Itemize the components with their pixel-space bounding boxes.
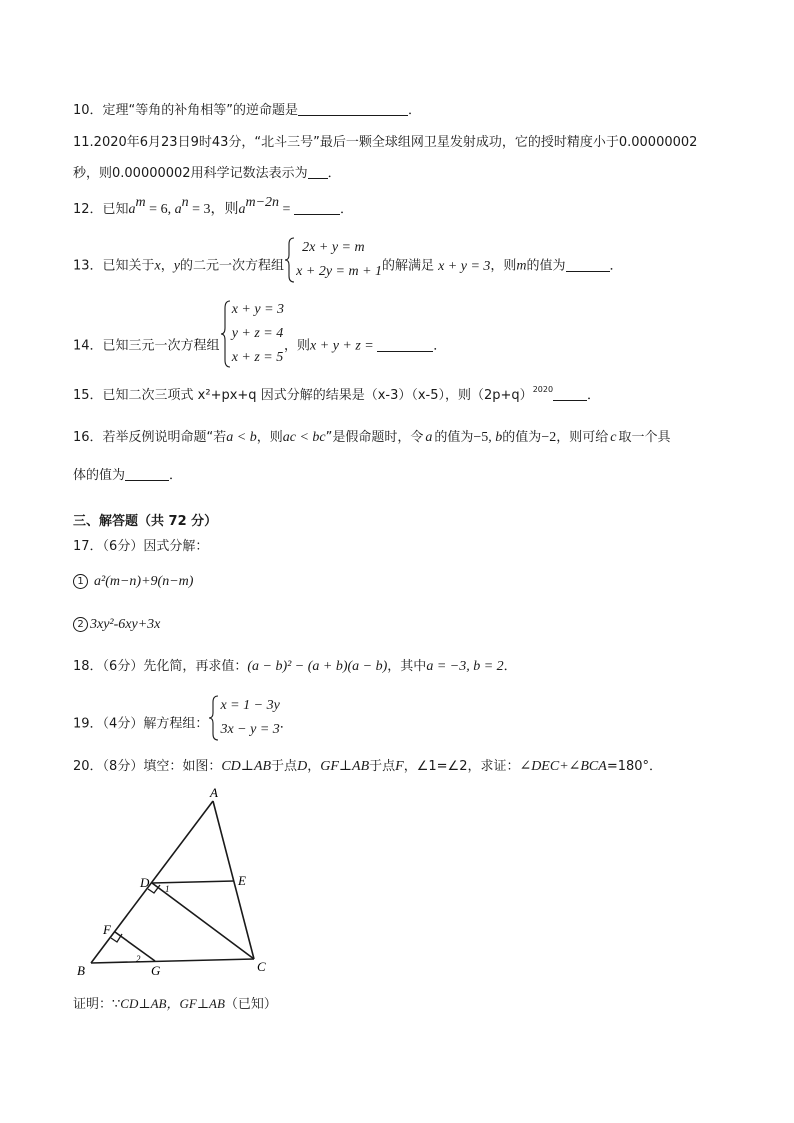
label-g: G — [151, 963, 161, 978]
label-c: C — [257, 959, 266, 974]
q11-text-line2: 秒，则0.00000002用科学记数法表示为 — [73, 166, 308, 181]
q16-t7: 取一个具 — [618, 430, 671, 445]
q14-expression: x + y + z = — [310, 338, 378, 354]
q19-brace-icon — [208, 694, 220, 742]
q12-exp-m: m — [135, 195, 146, 210]
q12-exp-m-2n: m−2n — [245, 195, 280, 210]
q14-eq2: y + z = 4 — [231, 326, 284, 341]
q15-answer-blank[interactable] — [553, 387, 587, 401]
q20-t6: =180°． — [606, 759, 663, 774]
q17-part1 — [73, 572, 193, 592]
q13-sep: ， — [160, 258, 174, 274]
q20-angle-sum: ∠DEC+∠BCA — [519, 759, 607, 774]
q13-equation-system — [284, 236, 382, 296]
q14-mid: ，则 — [284, 338, 311, 354]
q13-m: m — [516, 258, 527, 274]
q20-t2: 于点 — [271, 759, 298, 774]
q16-e1: a < b — [226, 430, 257, 445]
q15-end: ． — [587, 388, 601, 403]
q10-end: ． — [408, 103, 422, 118]
label-b: B — [77, 963, 85, 978]
q16-t1: 16．若举反例说明命题“若 — [73, 430, 227, 445]
q14-eq3: x + z = 5 — [231, 350, 284, 365]
q19-eq1: x = 1 − 3y — [220, 698, 280, 713]
q15-text: 15．已知二次三项式 x²+px+q 因式分解的结果是（x-3）（x-5），则（2p+q） — [73, 388, 533, 403]
q12-a: a — [128, 202, 136, 217]
q12-exp-n: n — [181, 195, 189, 210]
proof-expression: CD⊥AB，GF⊥AB — [120, 996, 225, 1011]
question-13 — [73, 236, 623, 296]
question-11-line2 — [73, 164, 341, 184]
q13-eq1: 2x + y = m — [302, 240, 365, 255]
q10-text: 10．定理“等角的补角相等”的逆命题是 — [73, 103, 299, 118]
q20-t5: ，∠1=∠2，求证： — [403, 759, 520, 774]
circle-1-icon: 1 — [73, 574, 88, 589]
q11-end: ． — [327, 166, 341, 181]
q14-eq1: x + y = 3 — [231, 302, 285, 317]
q13-tail2: 的值为 — [526, 258, 566, 274]
question-12: 12．已知$a^m = 6$, $a^n = 3$，则$a^{m-2n}$ = ． — [73, 195, 353, 217]
proof-suffix: （已知） — [224, 997, 277, 1012]
q18-text: 18．（6分）先化简，再求值： — [73, 659, 248, 674]
segment-de — [152, 881, 234, 883]
q10-answer-blank[interactable] — [298, 102, 408, 116]
q14-answer-blank[interactable] — [377, 338, 433, 352]
q18-expression: (a − b)² − (a + b)(a − b) — [247, 659, 388, 674]
section-3-heading: 三、解答题（共 72 分） — [73, 514, 218, 529]
q14-end: ． — [433, 338, 447, 354]
q19-eq2: 3x − y = 3 — [220, 722, 280, 737]
question-15 — [73, 386, 600, 406]
question-18 — [73, 657, 517, 677]
q13-y: y — [173, 258, 180, 274]
proof-line — [73, 994, 277, 1015]
circle-2-icon: 2 — [73, 617, 88, 632]
q12-end: ． — [339, 202, 353, 217]
q16-t2: ，则 — [256, 430, 283, 445]
triangle-figure — [60, 780, 290, 985]
label-d: D — [140, 875, 150, 890]
q13-condition: x + y = 3 — [438, 258, 491, 274]
q16-answer-blank[interactable] — [125, 467, 169, 481]
q16-v1: −5, — [473, 430, 496, 445]
question-17-title: 17．（6分）因式分解： — [73, 539, 209, 554]
q19-text: 19．（4分）解方程组： — [73, 716, 209, 732]
q16-t3: ”是假命题时，令 — [325, 430, 424, 445]
label-angle-1: 1 — [165, 884, 170, 894]
q19-equation-system — [208, 694, 279, 754]
q16-a: a — [425, 430, 433, 445]
question-16-line1 — [73, 428, 670, 448]
q20-gf-perp-ab: GF⊥AB — [320, 759, 370, 774]
question-20 — [73, 757, 662, 777]
q13-prefix: 13．已知关于 — [73, 258, 155, 274]
question-11-line1 — [73, 133, 697, 153]
q20-point-f: F — [395, 759, 404, 774]
label-angle-2: 2 — [136, 954, 141, 964]
q18-mid: ，其中 — [387, 659, 427, 674]
q11-text-line1: 11.2020年6月23日9时43分，“北斗三号”最后一颗全球组网卫星发射成功，它的授时精度小于0.00000002 — [73, 135, 698, 150]
q13-x: x — [154, 258, 161, 274]
question-14 — [73, 298, 446, 394]
q16-c: c — [610, 430, 617, 445]
proof-prefix: 证明：∵ — [73, 997, 121, 1012]
q14-brace-icon — [220, 298, 232, 370]
q12-answer-blank[interactable] — [294, 201, 340, 215]
q12-eq2: = 3，则 — [188, 202, 239, 217]
q13-cond-text: 的解满足 — [382, 258, 435, 274]
q16-e2: ac < bc — [282, 430, 326, 445]
label-f: F — [103, 922, 111, 937]
q18-values: a = −3, b = 2 — [426, 659, 504, 674]
q16-t4: 的值为 — [434, 430, 474, 445]
q16-line2-text: 体的值为 — [73, 468, 126, 483]
q16-v2: −2 — [541, 430, 557, 445]
q13-brace-icon — [284, 236, 296, 284]
q11-answer-blank[interactable] — [308, 165, 328, 179]
q13-eq2: x + 2y = m + 1 — [296, 264, 383, 279]
q17-part2 — [73, 615, 160, 635]
q12-suffix: = — [279, 202, 294, 217]
q16-b: b — [495, 430, 503, 445]
q16-t5: 的值为 — [502, 430, 542, 445]
q17-expr1: a²(m−n)+9(n−m) — [94, 574, 194, 589]
label-e: E — [238, 873, 246, 888]
q13-answer-blank[interactable] — [566, 258, 610, 272]
q12-eq1: = 6, — [145, 202, 175, 217]
q20-text: 20．（8分）填空：如图： — [73, 759, 222, 774]
label-a: A — [210, 785, 218, 800]
q13-mid: 的二元一次方程组 — [180, 258, 285, 274]
q16-t6: ，则可给 — [556, 430, 609, 445]
q19-end: ． — [279, 716, 293, 732]
q14-prefix: 14．已知三元一次方程组 — [73, 338, 220, 354]
q12-prefix: 12．已知 — [73, 202, 129, 217]
q18-end: ． — [503, 659, 517, 674]
q20-t4: 于点 — [369, 759, 396, 774]
q20-t3: ， — [307, 759, 321, 774]
question-16-line2 — [73, 466, 182, 486]
question-19 — [73, 694, 293, 754]
q14-equation-system — [220, 298, 284, 394]
q17-expr2: 3xy²-6xy+3x — [90, 617, 161, 632]
q15-exponent: 2020 — [532, 385, 554, 394]
segment-bc — [91, 959, 254, 963]
q13-end: ． — [609, 258, 623, 274]
segment-ac — [213, 801, 254, 959]
segment-dc — [152, 883, 254, 959]
q13-tail1: ，则 — [490, 258, 517, 274]
q20-cd-perp-ab: CD⊥AB — [221, 759, 272, 774]
question-10 — [73, 101, 421, 121]
q16-end: ． — [169, 468, 183, 483]
q20-point-d: D — [297, 759, 308, 774]
